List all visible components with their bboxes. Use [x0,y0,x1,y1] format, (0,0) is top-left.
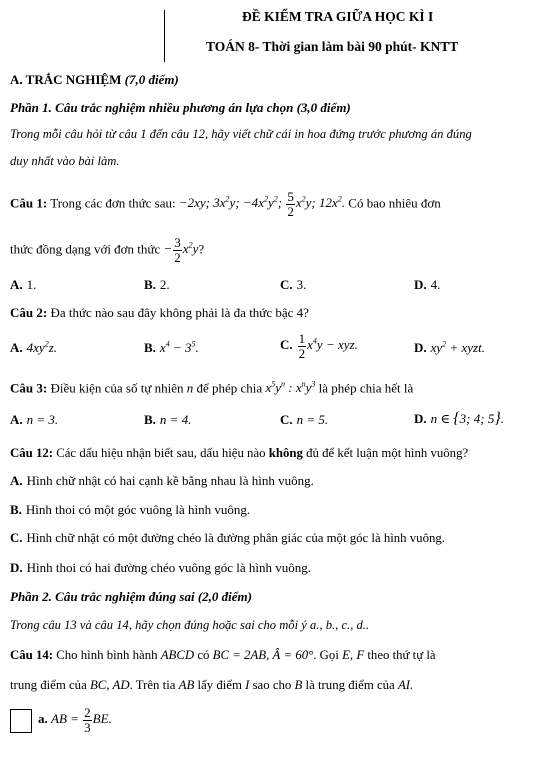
q1-option-b[interactable]: B. 2. [144,277,170,292]
q3-option-c[interactable]: C. n = 5. [280,412,329,427]
q1-text: Trong các đơn thức sau: [50,195,176,211]
q1-line2: thức đồng dạng với đơn thức − $\frac{3}{2}$ $x^2y$? [10,235,205,265]
q3-label: Câu 3: [10,380,48,396]
section-a-heading: A. TRẮC NGHIỆM (7,0 điểm) [10,72,179,87]
part2-heading: Phần 2. Câu trắc nghiệm đúng sai (2,0 điểm) [10,589,252,604]
q14-line2: trung điểm của BC, AD. Trên tia AB lấy điểm I sao cho B là trung điểm của AI. [10,678,414,692]
q2-stem: Câu 2: Đa thức nào sau đây không phải là đa thức bậc 4? [10,305,309,320]
q1-label: Câu 1: [10,195,48,211]
q2-option-b[interactable]: B. $x^4 - 3^5$. [144,340,199,356]
q2-label: Câu 2: [10,305,48,320]
part2-instruction: Trong câu 13 và câu 14, hãy chọn đúng hoặc sai cho mỗi ý a., b., c., d.. [10,618,370,632]
q1-target-monomial: − $\frac{3}{2}$ $x^2y$ [163,235,199,265]
q14-item-a: a. AB = $\frac{2}{3}$ BE. [38,705,112,735]
q14-item-a-checkbox[interactable] [10,709,32,733]
q12-option-d[interactable]: D. Hình thoi có hai đường chéo vuông góc là hình vuông. [10,560,311,575]
q2-option-a[interactable]: A. $4xy^2z$. [10,340,57,356]
q12-label: Câu 12: [10,446,54,460]
header-divider [164,10,165,62]
q12-option-a[interactable]: A. Hình chữ nhật có hai cạnh kề bằng nhau là hình vuông. [10,473,314,488]
q3-stem: Câu 3: Điều kiện của số tự nhiên n để phép chia $x^5y^n$ : $x^ny^3$ là phép chia hết là [10,380,414,396]
q1-monomials: −2xy; $3x^2y$; $-4x^2y^2$; $\frac{5}{2}$ $x^2y$; $12x^2$. [178,189,346,219]
q12-stem: Câu 12: Các dấu hiệu nhận biết sau, dấu hiệu nào không đủ để kết luận một hình vuông? [10,446,469,460]
q12-option-c[interactable]: C. Hình chữ nhật có một đường chéo là đường phân giác của một góc là hình vuông. [10,531,445,545]
part1-heading: Phần 1. Câu trắc nghiệm nhiều phương án lựa chọn (3,0 điểm) [10,100,351,115]
part1-instruction-1: Trong mỗi câu hỏi từ câu 1 đến câu 12, hãy viết chữ cái in hoa đứng trước phương án đúng [10,127,472,141]
q3-option-b[interactable]: B. n = 4. [144,412,192,427]
q3-option-d[interactable]: D. n ∈ {3; 4; 5}. [414,410,504,427]
exam-subtitle: TOÁN 8- Thời gian làm bài 90 phút- KNTT [206,39,459,54]
q12-option-b[interactable]: B. Hình thoi có một góc vuông là hình vuông. [10,502,251,517]
q1-option-c[interactable]: C. 3. [280,277,307,292]
q1-option-d[interactable]: D. 4. [414,277,441,292]
q1-line1 [10,186,441,218]
q1-option-a[interactable]: A. 1. [10,277,37,292]
q14-label: Câu 14: [10,648,54,662]
q2-option-d[interactable]: D. $xy^2$ + xyzt. [414,340,485,356]
exam-title: ĐỀ KIỂM TRA GIỮA HỌC KÌ I [242,9,434,24]
q2-option-c[interactable]: C. $\frac{1}{2}$ $x^4y$ − xyz. [280,331,358,361]
part1-instruction-2: duy nhất vào bài làm. [10,154,120,168]
q3-option-a[interactable]: A. n = 3. [10,412,59,427]
q1-text-after: Có bao nhiêu đơn [348,195,441,211]
q14-line1: Câu 14: Cho hình bình hành ABCD có BC = 2AB, Â = 60°. Gọi E, F theo thứ tự là [10,648,436,662]
